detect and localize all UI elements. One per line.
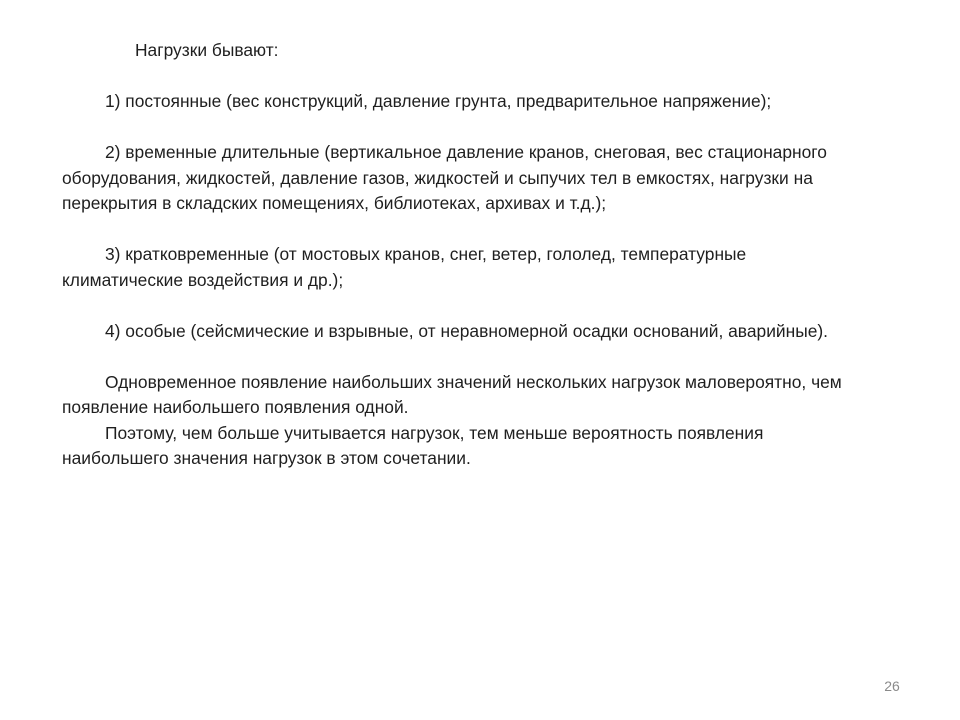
slide-body <box>62 38 912 472</box>
item-1-line-1: 1) постоянные (вес конструкций, давление грунта, предварительное напряжение); <box>105 91 772 111</box>
spacer <box>62 115 912 141</box>
spacer <box>62 217 912 243</box>
paragraph-1-line-1: Одновременное появление наибольших значений нескольких нагрузок маловероятно, чем <box>105 371 842 392</box>
paragraph-2-line-2: наибольшего значения нагрузок в этом сочетании. <box>62 448 471 468</box>
item-2-line-2: оборудования, жидкостей, давление газов, жидкостей и сыпучих тел в емкостях, нагрузки на <box>62 167 813 188</box>
spacer <box>62 64 912 90</box>
item-4-line-1: 4) особые (сейсмические и взрывные, от неравномерной осадки оснований, аварийные). <box>105 320 829 341</box>
page-number: 26 <box>884 678 900 694</box>
item-2-line-3: перекрытия в складских помещениях, библиотеках, архивах и т.д.); <box>62 193 607 213</box>
paragraph-2-line-1: Поэтому, чем больше учитывается нагрузок, тем меньше вероятность появления <box>105 422 764 443</box>
item-3-line-2: климатические воздействия и др.); <box>62 269 344 290</box>
heading: Нагрузки бывают: <box>135 40 279 60</box>
spacer <box>62 344 912 370</box>
item-3-line-1: 3) кратковременные (от мостовых кранов, снег, ветер, гололед, температурные <box>105 244 747 264</box>
item-2-line-1: 2) временные длительные (вертикальное давление кранов, снеговая, вес стационарного <box>105 142 827 162</box>
paragraph-1-line-2: появление наибольшего появления одной. <box>62 397 409 417</box>
spacer <box>62 293 912 319</box>
